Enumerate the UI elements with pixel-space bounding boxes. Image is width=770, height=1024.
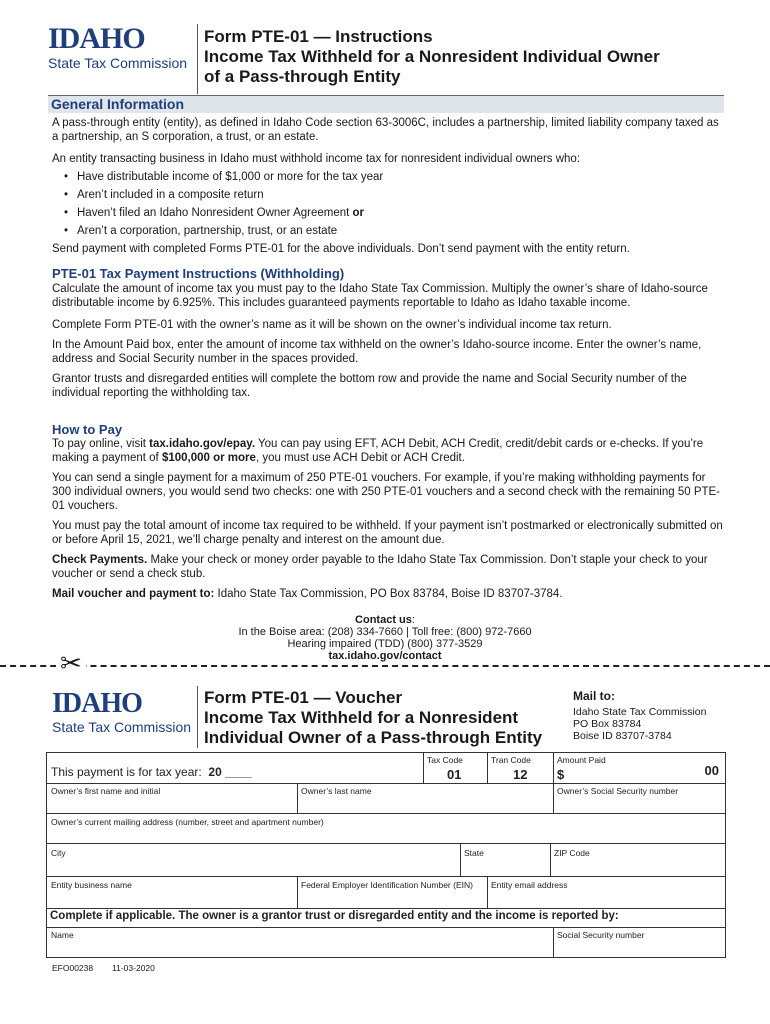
voucher-idaho-logo <box>52 690 197 735</box>
owner-ssn-field[interactable]: Owner’s Social Security number <box>557 786 679 796</box>
list-item: • Aren’t a corporation, partnership, trust, or an estate <box>52 222 722 240</box>
general-information-heading: General Information <box>51 96 185 112</box>
scissors-icon: ✂ <box>56 650 86 678</box>
howto-para-1: To pay online, visit tax.idaho.gov/epay. You can pay using EFT, ACH Debit, ACH Credit, credit/debit cards or e-checks. If you’re making a payment of $100,000 or more, you must use ACH Debit or ACH Credit. <box>52 438 704 464</box>
contact-link[interactable]: tax.idaho.gov/contact <box>328 650 442 662</box>
epay-link[interactable]: tax.idaho.gov/epay. <box>149 438 256 450</box>
tran-code-value: 12 <box>513 767 528 782</box>
zip-field[interactable]: ZIP Code <box>554 848 590 858</box>
howto-para-4: Check Payments. Make your check or money order payable to the Idaho State Tax Commission. Don’t staple your check to your voucher or send a check stub. <box>52 554 708 580</box>
howto-para-3: You must pay the total amount of income tax required to be withheld. If your payment isn’t postmarked or electronically submitted on or before April 15, 2021, we’ll charge penalty and interest on the amount due. <box>52 520 723 546</box>
title-line-1: Form PTE-01 — Instructions <box>204 27 433 46</box>
payment-para-2: Complete Form PTE-01 with the owner’s name as it will be shown on the owner’s individual income tax return. <box>52 319 612 331</box>
general-para-1: A pass-through entity (entity), as defined in Idaho Code section 63-3006C, includes a partnership, limited liability company taxed as a partnership, an S corporation, a trust, or an estate. <box>52 117 719 143</box>
owner-first-name-field[interactable]: Owner’s first name and initial <box>51 786 161 796</box>
list-item: • Have distributable income of $1,000 or more for the tax year <box>52 168 722 186</box>
contact-phone: In the Boise area: (208) 334-7660 | Toll free: (800) 972-7660 <box>238 626 532 638</box>
voucher-header-divider <box>197 686 198 748</box>
voucher-title-line-1: Form PTE-01 — Voucher <box>204 688 403 707</box>
voucher-logo-subtitle: State Tax Commission <box>52 719 192 735</box>
fein-field[interactable]: Federal Employer Identification Number (EIN) <box>301 880 473 890</box>
payment-para-1: Calculate the amount of income tax you must pay to the Idaho State Tax Commission. Multiply the owner’s share of Idaho-source distributable income by 6.925%. This includes guaranteed payments reportable to Idaho as Idaho taxable income. <box>52 283 708 309</box>
withhold-criteria-list <box>52 168 722 240</box>
form-date: 11-03-2020 <box>112 963 155 973</box>
tax-code-label: Tax Code <box>427 755 463 765</box>
list-item: • Haven’t filed an Idaho Nonresident Owner Agreement or <box>52 204 722 222</box>
grantor-heading: Complete if applicable. The owner is a grantor trust or disregarded entity and the income is reported by: <box>50 910 619 922</box>
tran-code-label: Tran Code <box>491 755 531 765</box>
howto-para-2: You can send a single payment for a maximum of 250 PTE-01 vouchers. For example, if you’re making withholding payments for 300 individual owners, you would send two checks: one with 250 PTE-01 vouchers and a second check with the remaining 50 PTE-01 vouchers. <box>52 472 721 512</box>
voucher-logo-wordmark: IDAHO <box>52 688 142 719</box>
title-line-3: of a Pass-through Entity <box>204 67 401 86</box>
general-para-3: Send payment with completed Forms PTE-01 for the above individuals. Don’t send payment with the entity return. <box>52 243 630 255</box>
entity-name-field[interactable]: Entity business name <box>51 880 132 890</box>
or-keyword: or <box>352 207 365 219</box>
cut-line <box>0 665 770 667</box>
how-to-pay-section <box>52 437 724 601</box>
voucher-title-line-2: Income Tax Withheld for a Nonresident <box>204 708 519 727</box>
voucher-title-line-3: Individual Owner of a Pass-through Entity <box>204 728 543 747</box>
grantor-name-field[interactable]: Name <box>51 930 74 940</box>
city-field[interactable]: City <box>51 848 66 858</box>
general-para-2: An entity transacting business in Idaho must withhold income tax for nonresident individual owners who: <box>52 153 581 165</box>
general-information-bar <box>48 95 724 113</box>
tax-code-value: 01 <box>447 767 462 782</box>
idaho-logo <box>48 24 193 71</box>
payment-heading: PTE-01 Tax Payment Instructions (Withholding) <box>52 266 345 281</box>
tax-year-label: This payment is for tax year: <box>51 765 202 779</box>
amount-paid-label: Amount Paid <box>557 755 606 765</box>
payment-para-3: In the Amount Paid box, enter the amount of income tax withheld on the owner’s Idaho-source income. Enter the owner’s name, address and Social Security number in the spaces provided. <box>52 339 702 365</box>
contact-label: Contact us: <box>355 614 415 626</box>
list-item: • Aren’t included in a composite return <box>52 186 722 204</box>
mail-address-line: PO Box 83784 <box>573 718 642 730</box>
how-to-pay-heading: How to Pay <box>52 422 123 437</box>
header-divider <box>197 24 198 94</box>
dollar-sign: $ <box>557 767 565 782</box>
voucher-form <box>46 752 726 958</box>
logo-wordmark: IDAHO <box>48 22 145 55</box>
logo-subtitle: State Tax Commission <box>48 55 188 71</box>
page-title <box>204 27 724 87</box>
payment-para-4: Grantor trusts and disregarded entities will complete the bottom row and provide the name and Social Security number of the individual reporting the withholding tax. <box>52 373 687 399</box>
contact-tdd: Hearing impaired (TDD) (800) 377-3529 <box>287 638 483 650</box>
tax-year-field[interactable] <box>51 765 252 779</box>
owner-last-name-field[interactable]: Owner’s last name <box>301 786 372 796</box>
mail-address-line: Idaho State Tax Commission <box>573 706 707 718</box>
payment-section <box>52 282 722 400</box>
tax-year-value: 20 ____ <box>208 765 252 779</box>
mail-to-block <box>573 690 706 742</box>
state-field[interactable]: State <box>464 848 484 858</box>
grantor-ssn-field[interactable]: Social Security number <box>557 930 645 940</box>
general-section <box>52 116 722 256</box>
owner-address-field[interactable]: Owner’s current mailing address (number, street and apartment number) <box>51 817 324 827</box>
entity-email-field[interactable]: Entity email address <box>491 880 568 890</box>
amount-paid-field[interactable] <box>557 763 719 782</box>
voucher-title <box>204 688 564 748</box>
mail-address-line: Boise ID 83707-3784 <box>573 730 672 742</box>
amount-cents: 00 <box>704 763 719 778</box>
howto-para-5: Mail voucher and payment to: Idaho State Tax Commission, PO Box 83784, Boise ID 83707-3784. <box>52 588 563 600</box>
form-code: EFO00238 <box>52 963 94 973</box>
contact-block <box>0 614 770 662</box>
mail-to-label: Mail to: <box>573 689 615 703</box>
title-line-2: Income Tax Withheld for a Nonresident Individual Owner <box>204 47 660 66</box>
